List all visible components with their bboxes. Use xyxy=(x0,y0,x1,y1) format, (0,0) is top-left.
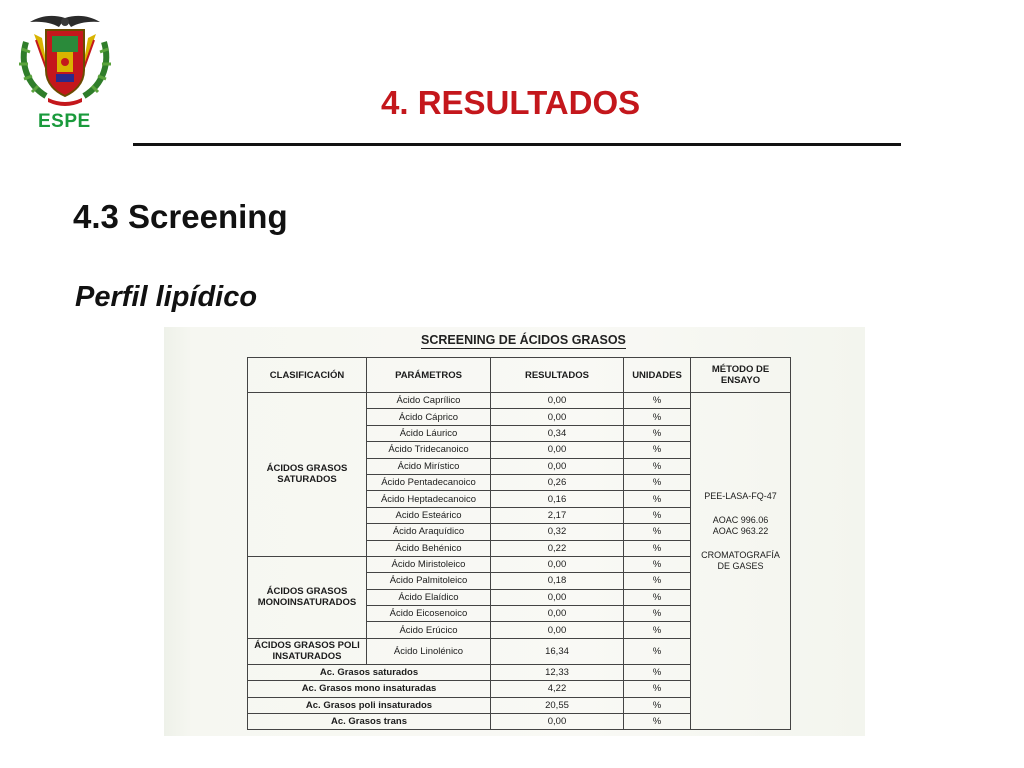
summary-result: 12,33 xyxy=(491,664,624,680)
result-cell: 0,16 xyxy=(491,491,624,507)
unit-cell: % xyxy=(624,524,691,540)
group-mono-line1: ÁCIDOS GRASOS xyxy=(266,586,348,598)
method-aoac-2: AOAC 963.22 xyxy=(712,525,769,536)
param-cell: Ácido Palmitoleico xyxy=(367,573,491,589)
summary-result: 0,00 xyxy=(491,714,624,730)
header-resultados: RESULTADOS xyxy=(491,358,624,393)
logo-label: ESPE xyxy=(38,111,91,132)
result-cell: 0,00 xyxy=(491,458,624,474)
unit-cell: % xyxy=(624,507,691,523)
summary-label: Ac. Grasos mono insaturadas xyxy=(248,681,491,697)
result-cell: 0,00 xyxy=(491,606,624,622)
param-cell: Ácido Araquídico xyxy=(367,524,491,540)
header-clasificacion: CLASIFICACIÓN xyxy=(248,358,367,393)
unit-cell: % xyxy=(624,589,691,605)
result-cell: 0,00 xyxy=(491,409,624,425)
result-cell: 16,34 xyxy=(491,638,624,664)
header-metodo xyxy=(691,358,791,393)
summary-unit: % xyxy=(624,714,691,730)
table-header-row xyxy=(248,358,791,393)
header-parametros: PARÁMETROS xyxy=(367,358,491,393)
unit-cell: % xyxy=(624,540,691,556)
param-cell: Ácido Behénico xyxy=(367,540,491,556)
unit-cell: % xyxy=(624,442,691,458)
group-monoinsaturados xyxy=(248,556,367,638)
result-cell: 0,00 xyxy=(491,622,624,638)
group-saturados xyxy=(248,393,367,557)
header-metodo-line1: MÉTODO DE xyxy=(711,364,770,375)
method-technique-line2: DE GASES xyxy=(717,560,764,571)
result-cell: 0,26 xyxy=(491,474,624,490)
fatty-acid-table-image xyxy=(164,327,865,736)
unit-cell: % xyxy=(624,491,691,507)
method-technique-line1: CROMATOGRAFÍA xyxy=(701,550,780,561)
unit-cell: % xyxy=(624,573,691,589)
unit-cell: % xyxy=(624,556,691,572)
method-code: PEE-LASA-FQ-47 xyxy=(704,490,777,501)
param-cell: Ácido Elaídico xyxy=(367,589,491,605)
espe-logo xyxy=(12,12,118,108)
result-cell: 0,18 xyxy=(491,573,624,589)
unit-cell: % xyxy=(624,409,691,425)
param-cell: Acido Esteárico xyxy=(367,507,491,523)
unit-cell: % xyxy=(624,606,691,622)
summary-unit: % xyxy=(624,664,691,680)
summary-label: Ac. Grasos saturados xyxy=(248,664,491,680)
param-cell: Ácido Cáprico xyxy=(367,409,491,425)
param-cell: Ácido Tridecanoico xyxy=(367,442,491,458)
title-divider xyxy=(133,143,901,146)
param-cell: Ácido Linolénico xyxy=(367,638,491,664)
param-cell: Ácido Heptadecanoico xyxy=(367,491,491,507)
result-cell: 0,00 xyxy=(491,556,624,572)
table-title: SCREENING DE ÁCIDOS GRASOS xyxy=(421,333,626,347)
unit-cell: % xyxy=(624,458,691,474)
slide-title: 4. RESULTADOS xyxy=(381,84,641,121)
result-cell: 2,17 xyxy=(491,507,624,523)
group-saturados-line1: ÁCIDOS GRASOS xyxy=(266,463,348,475)
summary-unit: % xyxy=(624,681,691,697)
result-cell: 0,00 xyxy=(491,589,624,605)
result-cell: 0,00 xyxy=(491,393,624,409)
header-metodo-line2: ENSAYO xyxy=(720,375,761,386)
summary-unit: % xyxy=(624,697,691,713)
result-cell: 0,34 xyxy=(491,425,624,441)
summary-label: Ac. Grasos poli insaturados xyxy=(248,697,491,713)
result-cell: 0,22 xyxy=(491,540,624,556)
group-poli-line1: ÁCIDOS GRASOS POLI xyxy=(254,640,360,652)
unit-cell: % xyxy=(624,622,691,638)
method-aoac-1: AOAC 996.06 xyxy=(712,515,769,526)
table-row xyxy=(248,393,791,409)
result-cell: 0,32 xyxy=(491,524,624,540)
fatty-acid-table xyxy=(247,357,791,730)
unit-cell: % xyxy=(624,638,691,664)
param-cell: Ácido Caprílico xyxy=(367,393,491,409)
param-cell: Ácido Eicosenoico xyxy=(367,606,491,622)
param-cell: Ácido Erúcico xyxy=(367,622,491,638)
group-poliinsaturados xyxy=(248,638,367,664)
method-cell xyxy=(691,393,791,730)
summary-result: 4,22 xyxy=(491,681,624,697)
param-cell: Ácido Miristoleico xyxy=(367,556,491,572)
group-mono-line2: MONOINSATURADOS xyxy=(257,597,357,609)
param-cell: Ácido Pentadecanoico xyxy=(367,474,491,490)
group-saturados-line2: SATURADOS xyxy=(277,474,337,486)
summary-label: Ac. Grasos trans xyxy=(248,714,491,730)
coat-of-arms-icon xyxy=(12,12,118,108)
param-cell: Ácido Láurico xyxy=(367,425,491,441)
subtitle: Perfil lipídico xyxy=(75,281,258,313)
result-cell: 0,00 xyxy=(491,442,624,458)
header-unidades: UNIDADES xyxy=(624,358,691,393)
param-cell: Ácido Mirístico xyxy=(367,458,491,474)
unit-cell: % xyxy=(624,474,691,490)
unit-cell: % xyxy=(624,425,691,441)
section-title: 4.3 Screening xyxy=(73,198,288,235)
summary-result: 20,55 xyxy=(491,697,624,713)
group-poli-line2: INSATURADOS xyxy=(272,651,342,663)
unit-cell: % xyxy=(624,393,691,409)
